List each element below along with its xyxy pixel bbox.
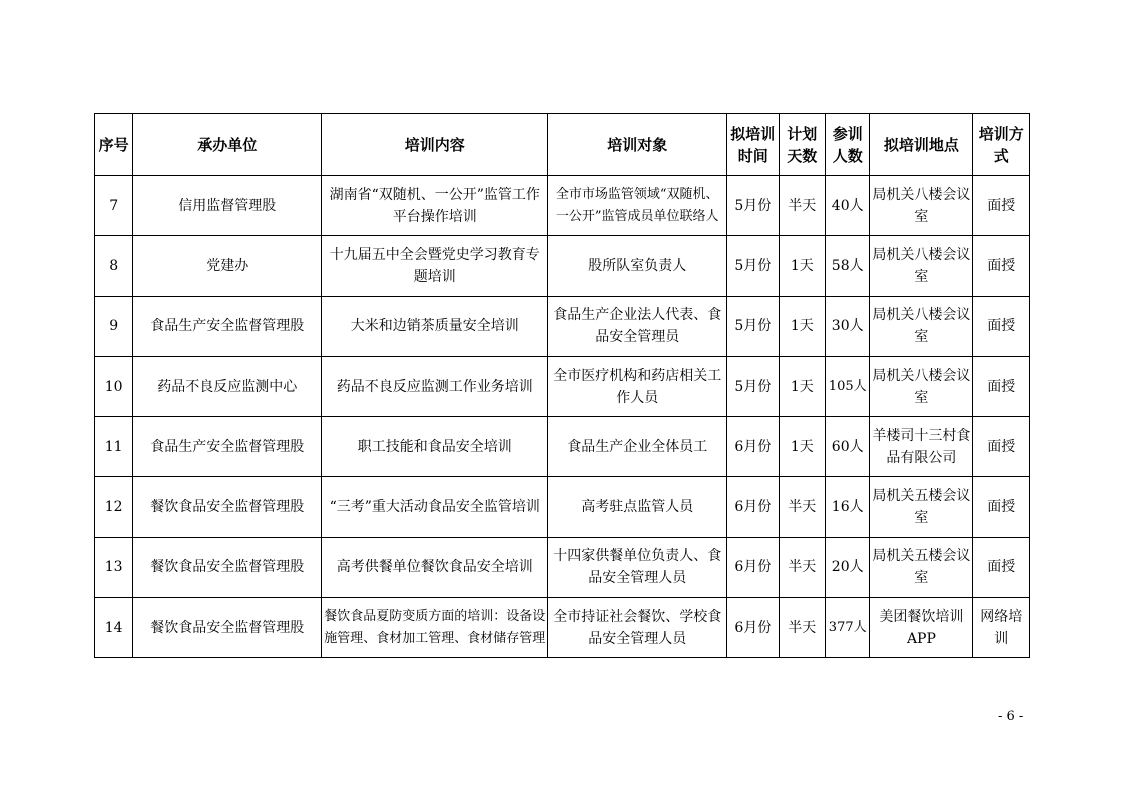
cell-content: 大米和边销茶质量安全培训: [322, 296, 548, 356]
table-row: [95, 236, 1030, 296]
cell-target: 十四家供餐单位负责人、食品安全管理人员: [548, 537, 727, 597]
cell-no: 14: [95, 598, 133, 658]
training-plan-table: [94, 113, 1030, 658]
cell-place: 局机关五楼会议室: [870, 477, 973, 537]
cell-no: 12: [95, 477, 133, 537]
cell-mode: 面授: [973, 356, 1030, 416]
cell-people: 40人: [826, 176, 870, 236]
cell-days: 1天: [779, 356, 825, 416]
cell-content: 十九届五中全会暨党史学习教育专题培训: [322, 236, 548, 296]
header-cell-days: 计划天数: [779, 114, 825, 176]
cell-no: 11: [95, 417, 133, 477]
cell-target: 高考驻点监管人员: [548, 477, 727, 537]
cell-org: 食品生产安全监督管理股: [133, 296, 322, 356]
cell-content: 高考供餐单位餐饮食品安全培训: [322, 537, 548, 597]
cell-no: 13: [95, 537, 133, 597]
cell-time: 5月份: [727, 356, 780, 416]
cell-days: 1天: [779, 417, 825, 477]
table-row: [95, 598, 1030, 658]
cell-org: 信用监督管理股: [133, 176, 322, 236]
cell-content: 湖南省“双随机、一公开”监管工作平台操作培训: [322, 176, 548, 236]
cell-mode: 网络培训: [973, 598, 1030, 658]
cell-place: 美团餐饮培训APP: [870, 598, 973, 658]
cell-target: 食品生产企业法人代表、食品安全管理员: [548, 296, 727, 356]
table-row: [95, 477, 1030, 537]
cell-days: 半天: [779, 477, 825, 537]
cell-no: 7: [95, 176, 133, 236]
cell-org: 药品不良反应监测中心: [133, 356, 322, 416]
cell-days: 半天: [779, 598, 825, 658]
cell-place: 局机关八楼会议室: [870, 356, 973, 416]
page-number: - 6 -: [998, 709, 1024, 724]
cell-org: 党建办: [133, 236, 322, 296]
cell-people: 377人: [826, 598, 870, 658]
cell-time: 6月份: [727, 537, 780, 597]
header-cell-people: 参训人数: [826, 114, 870, 176]
table-row: [95, 296, 1030, 356]
cell-mode: 面授: [973, 296, 1030, 356]
cell-days: 半天: [779, 176, 825, 236]
header-cell-no: 序号: [95, 114, 133, 176]
cell-target: 股所队室负责人: [548, 236, 727, 296]
cell-time: 6月份: [727, 417, 780, 477]
cell-no: 9: [95, 296, 133, 356]
cell-mode: 面授: [973, 477, 1030, 537]
cell-content: 餐饮食品夏防变质方面的培训：设备设施管理、食材加工管理、食材储存管理: [322, 598, 548, 658]
cell-content: “三考”重大活动食品安全监管培训: [322, 477, 548, 537]
header-cell-target: 培训对象: [548, 114, 727, 176]
cell-target: 食品生产企业全体员工: [548, 417, 727, 477]
table-row: [95, 356, 1030, 416]
cell-target: 全市持证社会餐饮、学校食品安全管理人员: [548, 598, 727, 658]
cell-org: 餐饮食品安全监督管理股: [133, 477, 322, 537]
cell-time: 5月份: [727, 296, 780, 356]
table-header-row: [95, 114, 1030, 176]
table-row: [95, 417, 1030, 477]
cell-days: 半天: [779, 537, 825, 597]
cell-time: 5月份: [727, 236, 780, 296]
cell-people: 60人: [826, 417, 870, 477]
cell-people: 30人: [826, 296, 870, 356]
header-cell-time: 拟培训时间: [727, 114, 780, 176]
cell-people: 20人: [826, 537, 870, 597]
cell-mode: 面授: [973, 236, 1030, 296]
cell-no: 10: [95, 356, 133, 416]
cell-people: 16人: [826, 477, 870, 537]
header-cell-org: 承办单位: [133, 114, 322, 176]
cell-days: 1天: [779, 296, 825, 356]
cell-content: 药品不良反应监测工作业务培训: [322, 356, 548, 416]
header-cell-place: 拟培训地点: [870, 114, 973, 176]
cell-org: 餐饮食品安全监督管理股: [133, 537, 322, 597]
cell-place: 局机关八楼会议室: [870, 236, 973, 296]
table-row: [95, 537, 1030, 597]
cell-target: 全市医疗机构和药店相关工作人员: [548, 356, 727, 416]
cell-place: 局机关八楼会议室: [870, 296, 973, 356]
header-cell-content: 培训内容: [322, 114, 548, 176]
cell-people: 58人: [826, 236, 870, 296]
cell-mode: 面授: [973, 417, 1030, 477]
cell-days: 1天: [779, 236, 825, 296]
table-row: [95, 176, 1030, 236]
cell-org: 餐饮食品安全监督管理股: [133, 598, 322, 658]
cell-place: 羊楼司十三村食品有限公司: [870, 417, 973, 477]
cell-people: 105人: [826, 356, 870, 416]
cell-place: 局机关八楼会议室: [870, 176, 973, 236]
cell-no: 8: [95, 236, 133, 296]
cell-time: 5月份: [727, 176, 780, 236]
header-cell-mode: 培训方式: [973, 114, 1030, 176]
cell-target: 全市市场监管领域“双随机、一公开”监管成员单位联络人: [548, 176, 727, 236]
cell-content: 职工技能和食品安全培训: [322, 417, 548, 477]
cell-time: 6月份: [727, 598, 780, 658]
cell-place: 局机关五楼会议室: [870, 537, 973, 597]
cell-mode: 面授: [973, 176, 1030, 236]
cell-org: 食品生产安全监督管理股: [133, 417, 322, 477]
cell-time: 6月份: [727, 477, 780, 537]
cell-mode: 面授: [973, 537, 1030, 597]
